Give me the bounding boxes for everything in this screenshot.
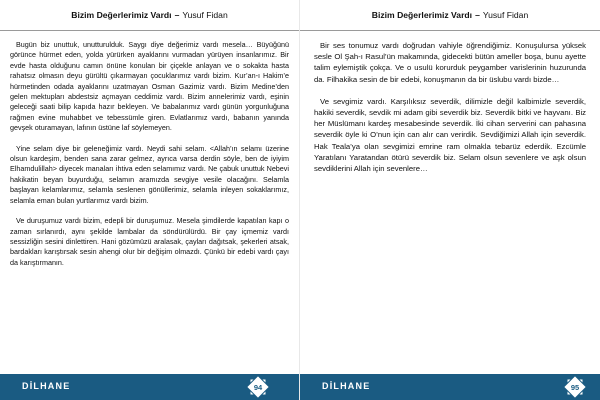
paragraph: Ve duruşumuz vardı bizim, edepli bir duruşumuz. Mesela şimdilerde kapatılan kapı o zaman sırlanırdı, aynı şekilde lambalar da söndürülürdü. Bir çay içmemiz vardı sessizliğin sesini dinlettiren. Hani gözümüzü aralasak, çayları dağıtsak, şekerleri atsak, bardakları karıştırsak sesin ahengi olur bir değişim olmazdı. Çünkü bir edebi vardı çayı da karıştırmanın. [10, 216, 289, 267]
header-title: Bizim Değerlerimiz Vardı [71, 10, 172, 20]
header-author: Yusuf Fidan [182, 10, 228, 20]
header-author: Yusuf Fidan [482, 10, 529, 20]
header-separator: – [475, 10, 480, 20]
paragraph: Bugün biz unuttuk, unutturulduk. Saygı diye değerimiz vardı mesela… Büyüğünü görünce hürmet eden, yolda yürürken ayaklarını vurmadan yürüyen insanlarımız. Bir evde hasta olduğunu camın önüne konulan bir çiçekle anlayan ve o sokakta hasta rahatsız olmasın deyu gürültü çıkarmayan çocuklarımız vardı bizim. Kur’an-ı Hakim’e hürmetinden odada ayaklarını uzatmayan Osman Gazimiz vardı. Bizim Medine’den gelen mektupları abdestsiz açmayan ceddimiz vardı. Bizim annelerimiz vardı, eşinin geleceği saati bilip kapıda hazır bekleyen. Ve babalarımız vardı günün yorgunluğuna rağmen evine muhabbet ve tebessümle giren. Evlatlarımız vardı, babanın yanında gevşek oturamayan, lafının üstüne laf söylemeyen. [10, 40, 289, 133]
page-body [314, 40, 586, 185]
paragraph: Yine selam diye bir geleneğimiz vardı. Neydi sahi selam. <Allah’ın selamı üzerine olsun kardeşim, benden sana zarar gelmez, ayrıca varsa derdin söyle, ben de iyiyim Elhamdulillah> diyecek manaları ihtiva eden selamımız vardı. Ne çabuk unuttuk Nebevi hakikatin beyan buyurduğu, selamın aramızda sevgiye vesile olacağını. Selamla başlayan kelamlarımız, selamla seslenen gönüllerimiz, selamla inleyen sokaklarımız, selamla eman bulan yurtlarımız vardı bizim. [10, 143, 289, 205]
page-footer [300, 374, 600, 400]
brand-logo: DİLHANE [322, 381, 371, 391]
right-page [300, 0, 600, 400]
page-number: 94 [253, 382, 263, 392]
paragraph: Ve sevgimiz vardı. Karşılıksız severdik, dilimizle değil kalbimizle severdik, hakiki severdik, sevdik mi adam gibi severdik biz. Severdik bitki ve hayvanı. Biz her Müslümanı kardeş mesabesinde severdik. İki cihan serverini can pahasına severdik öyle ki O’nun için can alır can verirdik. Sevdiğimizi Allah için severdik. Hak Teala’ya olan sevgimizi emrine ram olmakla tebarüz ederdik. Ezcümle Yaratılanı Yaratandan ötürü severdik biz. Selam olsun sevenlere ve aşk olsun sevdiklerini Allah için sevenlere… [314, 96, 586, 174]
brand-logo: DİLHANE [22, 381, 71, 391]
page-body [10, 40, 289, 278]
header-separator: – [174, 10, 180, 20]
page-number-badge [245, 374, 271, 400]
page-number-badge [562, 374, 588, 400]
page-header [0, 0, 299, 31]
paragraph: Bir ses tonumuz vardı doğrudan vahiyle öğrendiğimiz. Konuşulursa yüksek sesle Ol Şah-ı Rasul’ün makamında, gidecekti bütün ameller boşa, bunu ayette talim eylemiştik çokça. Ve o usulü korurduk peygamber varislerinin huzurunda da. Filhakika sesin de bir edebi, konuşmanın da bir üslubu vardı bizde… [314, 41, 586, 84]
page-footer [0, 374, 299, 400]
page-header [300, 0, 600, 31]
header-title: Bizim Değerlerimiz Vardı [371, 10, 473, 20]
page-number: 95 [570, 382, 580, 392]
